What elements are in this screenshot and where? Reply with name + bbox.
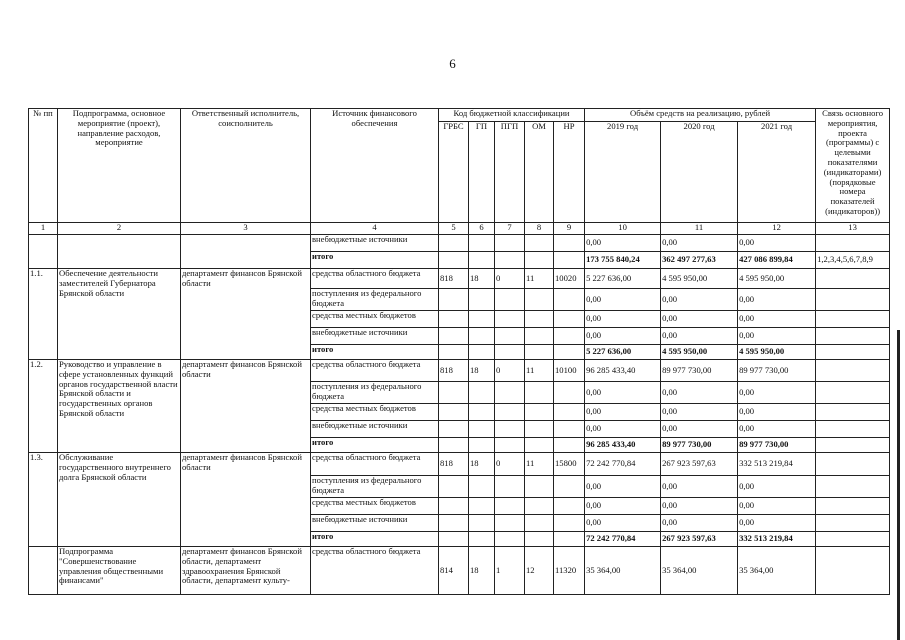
code-gp: 18 bbox=[469, 269, 495, 289]
col-num: 9 bbox=[554, 223, 585, 235]
row-number: 1.3. bbox=[29, 453, 58, 547]
executor: департамент финансов Брянской области, департамент здравоохранения Брянской области, департамент культу- bbox=[181, 547, 311, 595]
source-cell: средства областного бюджета bbox=[311, 269, 439, 289]
code-pgp: 1 bbox=[495, 547, 525, 595]
table-row bbox=[29, 235, 890, 252]
value-cell: 0,00 bbox=[661, 235, 738, 252]
value-cell: 0,00 bbox=[585, 476, 661, 498]
header-program: Подпрограмма, основное мероприятие (проект), направление расходов, мероприятие bbox=[58, 109, 181, 223]
code-gp: 18 bbox=[469, 453, 495, 476]
value-cell: 0,00 bbox=[738, 328, 816, 345]
scan-edge-line bbox=[897, 330, 900, 640]
col-num: 12 bbox=[738, 223, 816, 235]
header-num: № пп bbox=[29, 109, 58, 223]
total-cell: 5 227 636,00 bbox=[585, 345, 661, 360]
source-cell: внебюджетные источники bbox=[311, 328, 439, 345]
col-num: 7 bbox=[495, 223, 525, 235]
value-cell: 0,00 bbox=[738, 421, 816, 438]
source-cell: средства местных бюджетов bbox=[311, 311, 439, 328]
code-nr: 10020 bbox=[554, 269, 585, 289]
code-grbs: 818 bbox=[439, 269, 469, 289]
source-cell: итого bbox=[311, 345, 439, 360]
source-cell: итого bbox=[311, 532, 439, 547]
col-num: 2 bbox=[58, 223, 181, 235]
value-cell: 0,00 bbox=[738, 404, 816, 421]
value-cell: 4 595 950,00 bbox=[738, 269, 816, 289]
header-2019: 2019 год bbox=[585, 122, 661, 223]
table-row bbox=[29, 269, 890, 289]
value-cell: 35 364,00 bbox=[738, 547, 816, 595]
value-cell: 0,00 bbox=[661, 476, 738, 498]
col-num: 6 bbox=[469, 223, 495, 235]
col-num: 13 bbox=[816, 223, 890, 235]
value-cell: 0,00 bbox=[738, 498, 816, 515]
subprogram-name: Подпрограмма "Совершенствование управления общественными финансами" bbox=[58, 547, 181, 595]
value-cell: 89 977 730,00 bbox=[738, 360, 816, 382]
executor: департамент финансов Брянской области bbox=[181, 453, 311, 547]
source-cell: средства областного бюджета bbox=[311, 453, 439, 476]
value-cell: 4 595 950,00 bbox=[661, 269, 738, 289]
value-cell: 0,00 bbox=[585, 421, 661, 438]
value-cell: 35 364,00 bbox=[661, 547, 738, 595]
value-cell: 0,00 bbox=[738, 382, 816, 404]
table-row bbox=[29, 453, 890, 476]
source-cell: внебюджетные источники bbox=[311, 421, 439, 438]
executor: департамент финансов Брянской области bbox=[181, 360, 311, 453]
source-cell: средства местных бюджетов bbox=[311, 498, 439, 515]
value-cell: 0,00 bbox=[585, 382, 661, 404]
header-grbs: ГРБС bbox=[439, 122, 469, 223]
total-cell: 427 086 899,84 bbox=[738, 252, 816, 269]
code-nr: 11320 bbox=[554, 547, 585, 595]
code-nr: 10100 bbox=[554, 360, 585, 382]
source-cell: итого bbox=[311, 252, 439, 269]
code-pgp: 0 bbox=[495, 269, 525, 289]
source-cell: средства областного бюджета bbox=[311, 547, 439, 595]
value-cell: 89 977 730,00 bbox=[661, 360, 738, 382]
source-cell: внебюджетные источники bbox=[311, 235, 439, 252]
col-num: 4 bbox=[311, 223, 439, 235]
header-pgp: ПГП bbox=[495, 122, 525, 223]
value-cell: 96 285 433,40 bbox=[585, 360, 661, 382]
code-nr: 15800 bbox=[554, 453, 585, 476]
measure-name: Обеспечение деятельности заместителей Губернатора Брянской области bbox=[58, 269, 181, 360]
code-gp: 18 bbox=[469, 547, 495, 595]
row-number: 1.1. bbox=[29, 269, 58, 360]
code-pgp: 0 bbox=[495, 360, 525, 382]
value-cell: 72 242 770,84 bbox=[585, 453, 661, 476]
value-cell: 0,00 bbox=[738, 515, 816, 532]
value-cell: 0,00 bbox=[585, 328, 661, 345]
code-grbs: 818 bbox=[439, 453, 469, 476]
table-row bbox=[29, 360, 890, 382]
value-cell: 267 923 597,63 bbox=[661, 453, 738, 476]
executor: департамент финансов Брянской области bbox=[181, 269, 311, 360]
code-om: 11 bbox=[525, 269, 554, 289]
value-cell: 5 227 636,00 bbox=[585, 269, 661, 289]
value-cell: 0,00 bbox=[661, 382, 738, 404]
code-grbs: 818 bbox=[439, 360, 469, 382]
total-cell: 96 285 433,40 bbox=[585, 438, 661, 453]
value-cell: 0,00 bbox=[738, 311, 816, 328]
value-cell: 0,00 bbox=[661, 311, 738, 328]
total-cell: 332 513 219,84 bbox=[738, 532, 816, 547]
header-gp: ГП bbox=[469, 122, 495, 223]
header-om: ОМ bbox=[525, 122, 554, 223]
total-cell: 72 242 770,84 bbox=[585, 532, 661, 547]
code-om: 11 bbox=[525, 453, 554, 476]
value-cell: 332 513 219,84 bbox=[738, 453, 816, 476]
budget-table bbox=[28, 108, 890, 595]
total-cell: 267 923 597,63 bbox=[661, 532, 738, 547]
value-cell: 0,00 bbox=[585, 289, 661, 311]
code-grbs: 814 bbox=[439, 547, 469, 595]
value-cell: 35 364,00 bbox=[585, 547, 661, 595]
table-row bbox=[29, 547, 890, 595]
col-num: 10 bbox=[585, 223, 661, 235]
value-cell: 0,00 bbox=[661, 289, 738, 311]
col-num: 3 bbox=[181, 223, 311, 235]
header-volume: Объём средств на реализацию, рублей bbox=[585, 109, 816, 122]
source-cell: средства областного бюджета bbox=[311, 360, 439, 382]
value-cell: 0,00 bbox=[738, 476, 816, 498]
table-header bbox=[29, 109, 890, 235]
source-cell: средства местных бюджетов bbox=[311, 404, 439, 421]
value-cell: 0,00 bbox=[738, 235, 816, 252]
col-num: 5 bbox=[439, 223, 469, 235]
code-om: 11 bbox=[525, 360, 554, 382]
measure-name: Руководство и управление в сфере установленных функций органов государственной власти Брянской области и государственных органов Брянской области bbox=[58, 360, 181, 453]
column-numbers-row bbox=[29, 223, 890, 235]
page-number: 6 bbox=[449, 56, 456, 71]
value-cell: 0,00 bbox=[661, 515, 738, 532]
source-cell: поступления из федерального бюджета bbox=[311, 382, 439, 404]
value-cell: 0,00 bbox=[661, 404, 738, 421]
row-number: 1.2. bbox=[29, 360, 58, 453]
value-cell: 0,00 bbox=[738, 289, 816, 311]
measure-name: Обслуживание государственного внутреннего долга Брянской области bbox=[58, 453, 181, 547]
total-cell: 89 977 730,00 bbox=[661, 438, 738, 453]
total-cell: 89 977 730,00 bbox=[738, 438, 816, 453]
col-num: 1 bbox=[29, 223, 58, 235]
total-cell: 173 755 840,24 bbox=[585, 252, 661, 269]
code-pgp: 0 bbox=[495, 453, 525, 476]
value-cell: 0,00 bbox=[661, 328, 738, 345]
header-kbk: Код бюджетной классификации bbox=[439, 109, 585, 122]
header-2021: 2021 год bbox=[738, 122, 816, 223]
indicator-links: 1,2,3,4,5,6,7,8,9 bbox=[816, 252, 890, 269]
value-cell: 0,00 bbox=[661, 498, 738, 515]
total-cell: 4 595 950,00 bbox=[661, 345, 738, 360]
value-cell: 0,00 bbox=[661, 421, 738, 438]
source-cell: поступления из федерального бюджета bbox=[311, 476, 439, 498]
col-num: 8 bbox=[525, 223, 554, 235]
header-source: Источник финансового обеспечения bbox=[311, 109, 439, 223]
code-gp: 18 bbox=[469, 360, 495, 382]
header-2020: 2020 год bbox=[661, 122, 738, 223]
source-cell: итого bbox=[311, 438, 439, 453]
total-cell: 4 595 950,00 bbox=[738, 345, 816, 360]
value-cell: 0,00 bbox=[585, 235, 661, 252]
source-cell: внебюджетные источники bbox=[311, 515, 439, 532]
col-num: 11 bbox=[661, 223, 738, 235]
value-cell: 0,00 bbox=[585, 404, 661, 421]
total-cell: 362 497 277,63 bbox=[661, 252, 738, 269]
header-link: Связь основного мероприятия, проекта (программы) с целевыми показателями (индикаторами) (порядковые номера показателей (индикаторов)) bbox=[816, 109, 890, 223]
value-cell: 0,00 bbox=[585, 498, 661, 515]
value-cell: 0,00 bbox=[585, 311, 661, 328]
code-om: 12 bbox=[525, 547, 554, 595]
header-executor: Ответственный исполнитель, соисполнитель bbox=[181, 109, 311, 223]
source-cell: поступления из федерального бюджета bbox=[311, 289, 439, 311]
value-cell: 0,00 bbox=[585, 515, 661, 532]
header-nr: НР bbox=[554, 122, 585, 223]
